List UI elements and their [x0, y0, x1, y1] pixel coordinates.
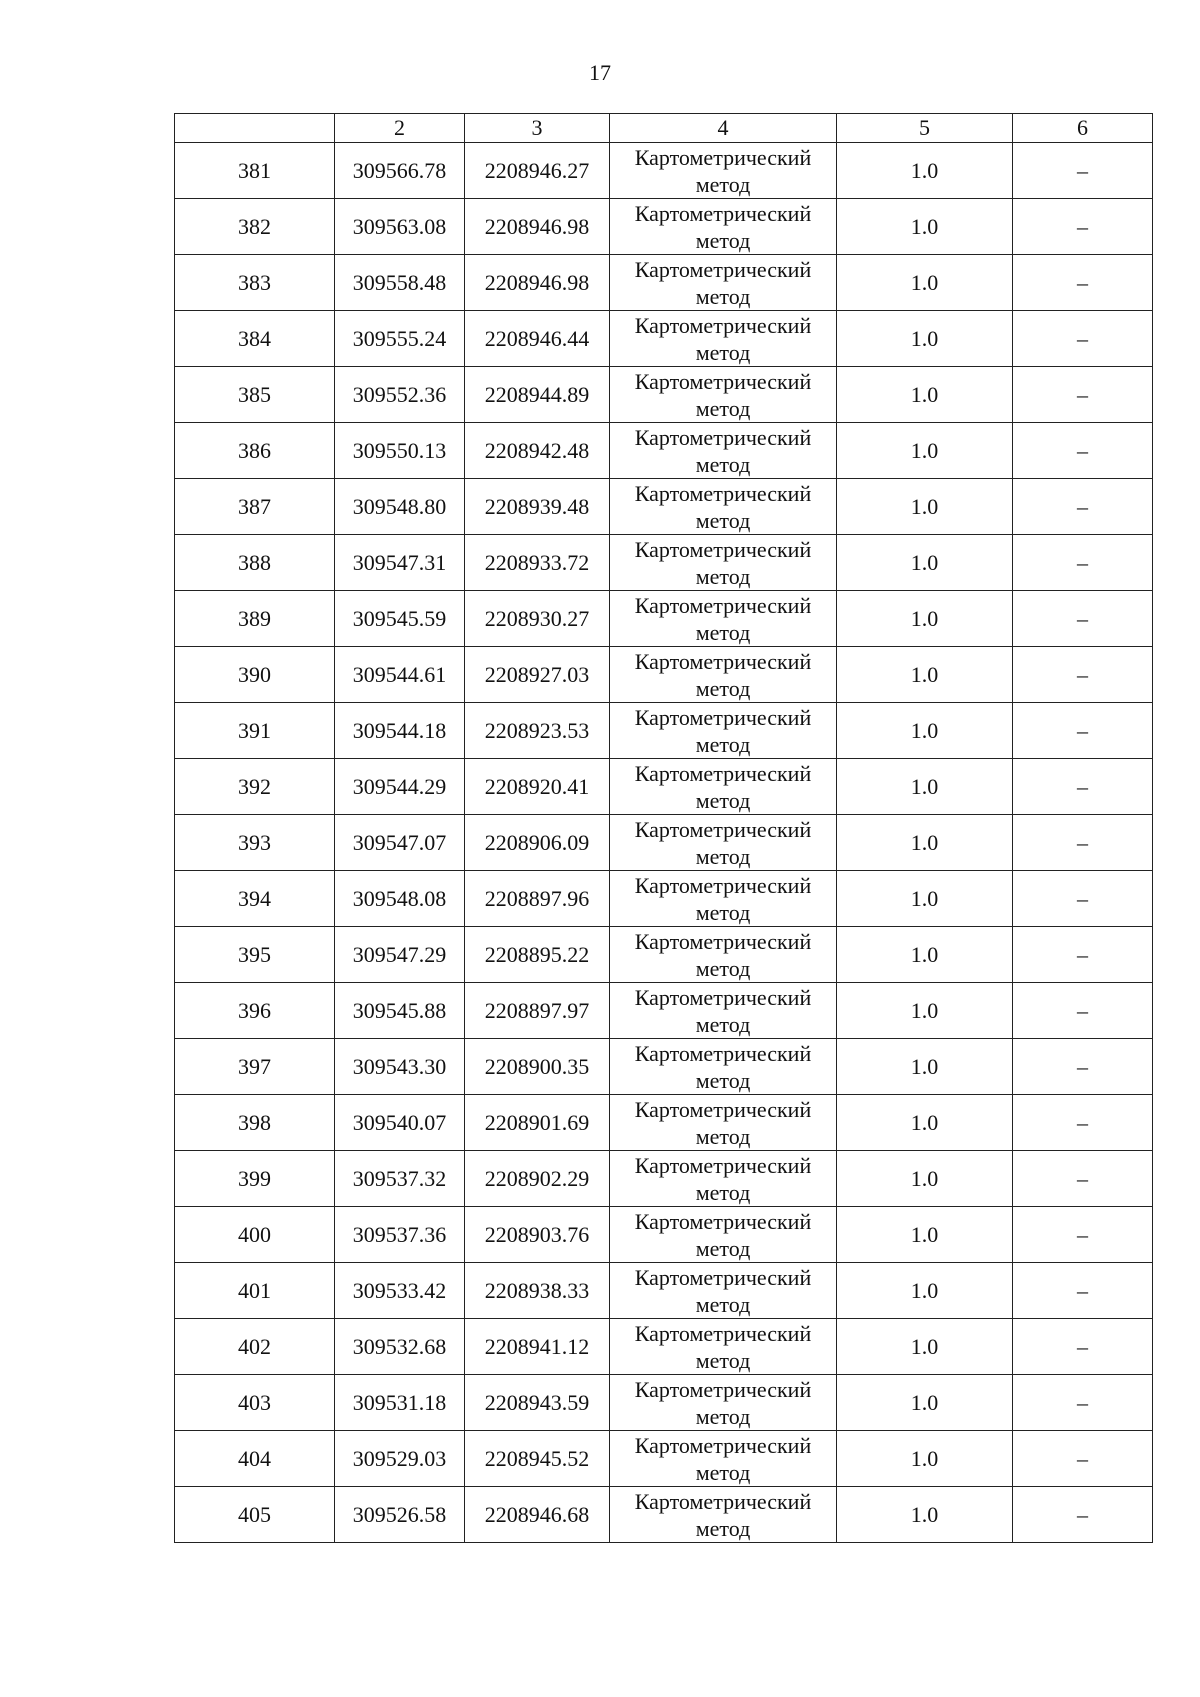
table-row: [175, 1319, 1153, 1375]
y-coordinate-cell: 2208946.44: [465, 311, 610, 367]
x-coordinate-cell: 309563.08: [335, 199, 465, 255]
note-cell: –: [1013, 311, 1153, 367]
accuracy-cell: 1.0: [837, 367, 1013, 423]
method-line-2: метод: [695, 1459, 751, 1485]
method-line-1: Картометрический: [634, 592, 812, 618]
method-line-2: метод: [695, 843, 751, 869]
method-cell: [610, 1431, 837, 1487]
x-coordinate-cell: 309537.36: [335, 1207, 465, 1263]
point-number-cell: 392: [175, 759, 335, 815]
accuracy-cell: 1.0: [837, 1487, 1013, 1543]
x-coordinate-cell: 309545.59: [335, 591, 465, 647]
x-coordinate-cell: 309566.78: [335, 143, 465, 199]
method-cell: [610, 1375, 837, 1431]
method-line-1: Картометрический: [634, 536, 812, 562]
point-number-cell: 404: [175, 1431, 335, 1487]
note-cell: –: [1013, 1431, 1153, 1487]
y-coordinate-cell: 2208920.41: [465, 759, 610, 815]
method-cell: [610, 871, 837, 927]
method-line-2: метод: [695, 1515, 751, 1541]
table-row: [175, 1431, 1153, 1487]
x-coordinate-cell: 309537.32: [335, 1151, 465, 1207]
method-cell: [610, 927, 837, 983]
note-cell: –: [1013, 927, 1153, 983]
table-row: [175, 591, 1153, 647]
accuracy-cell: 1.0: [837, 1151, 1013, 1207]
y-coordinate-cell: 2208941.12: [465, 1319, 610, 1375]
x-coordinate-cell: 309547.07: [335, 815, 465, 871]
method-line-1: Картометрический: [634, 144, 812, 170]
method-line-1: Картометрический: [634, 1264, 812, 1290]
point-number-cell: 384: [175, 311, 335, 367]
point-number-cell: 402: [175, 1319, 335, 1375]
point-number-cell: 386: [175, 423, 335, 479]
point-number-cell: 390: [175, 647, 335, 703]
column-header-2: 2: [335, 114, 465, 143]
method-line-2: метод: [695, 675, 751, 701]
table-row: [175, 255, 1153, 311]
y-coordinate-cell: 2208946.68: [465, 1487, 610, 1543]
note-cell: –: [1013, 143, 1153, 199]
note-cell: –: [1013, 983, 1153, 1039]
accuracy-cell: 1.0: [837, 311, 1013, 367]
method-cell: [610, 143, 837, 199]
x-coordinate-cell: 309544.18: [335, 703, 465, 759]
method-cell: [610, 815, 837, 871]
table-row: [175, 983, 1153, 1039]
method-line-2: метод: [695, 451, 751, 477]
method-line-2: метод: [695, 507, 751, 533]
accuracy-cell: 1.0: [837, 703, 1013, 759]
method-line-2: метод: [695, 395, 751, 421]
note-cell: –: [1013, 255, 1153, 311]
note-cell: –: [1013, 535, 1153, 591]
note-cell: –: [1013, 367, 1153, 423]
note-cell: –: [1013, 479, 1153, 535]
note-cell: –: [1013, 1375, 1153, 1431]
method-line-2: метод: [695, 1011, 751, 1037]
note-cell: –: [1013, 1319, 1153, 1375]
point-number-cell: 385: [175, 367, 335, 423]
point-number-cell: 389: [175, 591, 335, 647]
y-coordinate-cell: 2208897.96: [465, 871, 610, 927]
x-coordinate-cell: 309552.36: [335, 367, 465, 423]
x-coordinate-cell: 309544.61: [335, 647, 465, 703]
method-line-1: Картометрический: [634, 200, 812, 226]
point-number-cell: 393: [175, 815, 335, 871]
method-line-1: Картометрический: [634, 760, 812, 786]
column-header-4: 4: [610, 114, 837, 143]
method-line-2: метод: [695, 955, 751, 981]
table-header-row: [175, 114, 1153, 143]
method-line-1: Картометрический: [634, 928, 812, 954]
method-line-1: Картометрический: [634, 704, 812, 730]
accuracy-cell: 1.0: [837, 927, 1013, 983]
method-cell: [610, 1207, 837, 1263]
method-line-2: метод: [695, 1235, 751, 1261]
accuracy-cell: 1.0: [837, 143, 1013, 199]
point-number-cell: 394: [175, 871, 335, 927]
method-line-2: метод: [695, 1179, 751, 1205]
accuracy-cell: 1.0: [837, 1263, 1013, 1319]
y-coordinate-cell: 2208897.97: [465, 983, 610, 1039]
x-coordinate-cell: 309550.13: [335, 423, 465, 479]
accuracy-cell: 1.0: [837, 1431, 1013, 1487]
note-cell: –: [1013, 703, 1153, 759]
method-line-1: Картометрический: [634, 480, 812, 506]
point-number-cell: 396: [175, 983, 335, 1039]
x-coordinate-cell: 309548.80: [335, 479, 465, 535]
method-line-2: метод: [695, 339, 751, 365]
accuracy-cell: 1.0: [837, 1375, 1013, 1431]
accuracy-cell: 1.0: [837, 759, 1013, 815]
method-line-1: Картометрический: [634, 368, 812, 394]
method-line-1: Картометрический: [634, 1040, 812, 1066]
table-row: [175, 815, 1153, 871]
method-line-2: метод: [695, 563, 751, 589]
note-cell: –: [1013, 815, 1153, 871]
x-coordinate-cell: 309548.08: [335, 871, 465, 927]
y-coordinate-cell: 2208906.09: [465, 815, 610, 871]
y-coordinate-cell: 2208902.29: [465, 1151, 610, 1207]
table-row: [175, 311, 1153, 367]
method-line-1: Картометрический: [634, 312, 812, 338]
y-coordinate-cell: 2208933.72: [465, 535, 610, 591]
coordinates-table: [174, 113, 1153, 1543]
method-line-2: метод: [695, 283, 751, 309]
column-header-1: [175, 114, 335, 143]
table-row: [175, 1151, 1153, 1207]
accuracy-cell: 1.0: [837, 983, 1013, 1039]
table-row: [175, 479, 1153, 535]
y-coordinate-cell: 2208939.48: [465, 479, 610, 535]
point-number-cell: 381: [175, 143, 335, 199]
column-header-3: 3: [465, 114, 610, 143]
y-coordinate-cell: 2208946.98: [465, 199, 610, 255]
accuracy-cell: 1.0: [837, 1207, 1013, 1263]
table-row: [175, 535, 1153, 591]
point-number-cell: 387: [175, 479, 335, 535]
point-number-cell: 395: [175, 927, 335, 983]
table-row: [175, 703, 1153, 759]
method-line-2: метод: [695, 227, 751, 253]
column-header-5: 5: [837, 114, 1013, 143]
accuracy-cell: 1.0: [837, 1095, 1013, 1151]
accuracy-cell: 1.0: [837, 647, 1013, 703]
table-row: [175, 367, 1153, 423]
page-number: 17: [589, 60, 611, 85]
point-number-cell: 383: [175, 255, 335, 311]
x-coordinate-cell: 309540.07: [335, 1095, 465, 1151]
note-cell: –: [1013, 591, 1153, 647]
accuracy-cell: 1.0: [837, 591, 1013, 647]
method-cell: [610, 535, 837, 591]
method-cell: [610, 759, 837, 815]
y-coordinate-cell: 2208944.89: [465, 367, 610, 423]
point-number-cell: 397: [175, 1039, 335, 1095]
accuracy-cell: 1.0: [837, 255, 1013, 311]
x-coordinate-cell: 309529.03: [335, 1431, 465, 1487]
table-row: [175, 1263, 1153, 1319]
y-coordinate-cell: 2208942.48: [465, 423, 610, 479]
note-cell: –: [1013, 871, 1153, 927]
table-row: [175, 1487, 1153, 1543]
y-coordinate-cell: 2208946.98: [465, 255, 610, 311]
method-cell: [610, 703, 837, 759]
point-number-cell: 401: [175, 1263, 335, 1319]
table-row: [175, 423, 1153, 479]
method-line-1: Картометрический: [634, 1208, 812, 1234]
note-cell: –: [1013, 1095, 1153, 1151]
y-coordinate-cell: 2208900.35: [465, 1039, 610, 1095]
method-line-2: метод: [695, 171, 751, 197]
method-line-1: Картометрический: [634, 424, 812, 450]
column-header-6: 6: [1013, 114, 1153, 143]
method-line-2: метод: [695, 787, 751, 813]
table-row: [175, 927, 1153, 983]
x-coordinate-cell: 309526.58: [335, 1487, 465, 1543]
y-coordinate-cell: 2208901.69: [465, 1095, 610, 1151]
note-cell: –: [1013, 759, 1153, 815]
y-coordinate-cell: 2208930.27: [465, 591, 610, 647]
y-coordinate-cell: 2208903.76: [465, 1207, 610, 1263]
accuracy-cell: 1.0: [837, 1319, 1013, 1375]
method-cell: [610, 1039, 837, 1095]
method-line-1: Картометрический: [634, 872, 812, 898]
method-cell: [610, 479, 837, 535]
x-coordinate-cell: 309558.48: [335, 255, 465, 311]
method-cell: [610, 423, 837, 479]
method-cell: [610, 1487, 837, 1543]
method-line-1: Картометрический: [634, 1432, 812, 1458]
accuracy-cell: 1.0: [837, 815, 1013, 871]
method-line-2: метод: [695, 1291, 751, 1317]
method-cell: [610, 983, 837, 1039]
point-number-cell: 399: [175, 1151, 335, 1207]
method-line-2: метод: [695, 1347, 751, 1373]
y-coordinate-cell: 2208946.27: [465, 143, 610, 199]
method-line-2: метод: [695, 619, 751, 645]
x-coordinate-cell: 309545.88: [335, 983, 465, 1039]
accuracy-cell: 1.0: [837, 423, 1013, 479]
table-row: [175, 647, 1153, 703]
method-cell: [610, 1263, 837, 1319]
x-coordinate-cell: 309531.18: [335, 1375, 465, 1431]
method-line-2: метод: [695, 1403, 751, 1429]
method-cell: [610, 591, 837, 647]
point-number-cell: 405: [175, 1487, 335, 1543]
method-line-1: Картометрический: [634, 1488, 812, 1514]
table-row: [175, 1095, 1153, 1151]
method-cell: [610, 1095, 837, 1151]
method-cell: [610, 367, 837, 423]
accuracy-cell: 1.0: [837, 479, 1013, 535]
method-line-1: Картометрический: [634, 256, 812, 282]
point-number-cell: 400: [175, 1207, 335, 1263]
note-cell: –: [1013, 199, 1153, 255]
x-coordinate-cell: 309533.42: [335, 1263, 465, 1319]
note-cell: –: [1013, 1151, 1153, 1207]
y-coordinate-cell: 2208938.33: [465, 1263, 610, 1319]
accuracy-cell: 1.0: [837, 535, 1013, 591]
method-line-2: метод: [695, 1123, 751, 1149]
table-row: [175, 1039, 1153, 1095]
y-coordinate-cell: 2208943.59: [465, 1375, 610, 1431]
note-cell: –: [1013, 1487, 1153, 1543]
method-cell: [610, 1151, 837, 1207]
note-cell: –: [1013, 1207, 1153, 1263]
method-line-1: Картометрический: [634, 984, 812, 1010]
method-line-1: Картометрический: [634, 816, 812, 842]
y-coordinate-cell: 2208945.52: [465, 1431, 610, 1487]
method-cell: [610, 255, 837, 311]
table-row: [175, 871, 1153, 927]
method-cell: [610, 1319, 837, 1375]
x-coordinate-cell: 309532.68: [335, 1319, 465, 1375]
note-cell: –: [1013, 1263, 1153, 1319]
method-cell: [610, 199, 837, 255]
point-number-cell: 382: [175, 199, 335, 255]
table-row: [175, 143, 1153, 199]
table-row: [175, 199, 1153, 255]
method-line-2: метод: [695, 731, 751, 757]
accuracy-cell: 1.0: [837, 871, 1013, 927]
y-coordinate-cell: 2208927.03: [465, 647, 610, 703]
table-row: [175, 1207, 1153, 1263]
method-line-1: Картометрический: [634, 1376, 812, 1402]
note-cell: –: [1013, 647, 1153, 703]
method-line-2: метод: [695, 1067, 751, 1093]
note-cell: –: [1013, 423, 1153, 479]
table-row: [175, 1375, 1153, 1431]
method-line-2: метод: [695, 899, 751, 925]
y-coordinate-cell: 2208923.53: [465, 703, 610, 759]
point-number-cell: 398: [175, 1095, 335, 1151]
accuracy-cell: 1.0: [837, 199, 1013, 255]
point-number-cell: 403: [175, 1375, 335, 1431]
method-cell: [610, 311, 837, 367]
method-line-1: Картометрический: [634, 1096, 812, 1122]
x-coordinate-cell: 309547.31: [335, 535, 465, 591]
x-coordinate-cell: 309544.29: [335, 759, 465, 815]
table-body: [175, 143, 1153, 1543]
x-coordinate-cell: 309547.29: [335, 927, 465, 983]
point-number-cell: 388: [175, 535, 335, 591]
accuracy-cell: 1.0: [837, 1039, 1013, 1095]
table-row: [175, 759, 1153, 815]
note-cell: –: [1013, 1039, 1153, 1095]
method-cell: [610, 647, 837, 703]
x-coordinate-cell: 309543.30: [335, 1039, 465, 1095]
y-coordinate-cell: 2208895.22: [465, 927, 610, 983]
method-line-1: Картометрический: [634, 648, 812, 674]
point-number-cell: 391: [175, 703, 335, 759]
x-coordinate-cell: 309555.24: [335, 311, 465, 367]
method-line-1: Картометрический: [634, 1152, 812, 1178]
method-line-1: Картометрический: [634, 1320, 812, 1346]
